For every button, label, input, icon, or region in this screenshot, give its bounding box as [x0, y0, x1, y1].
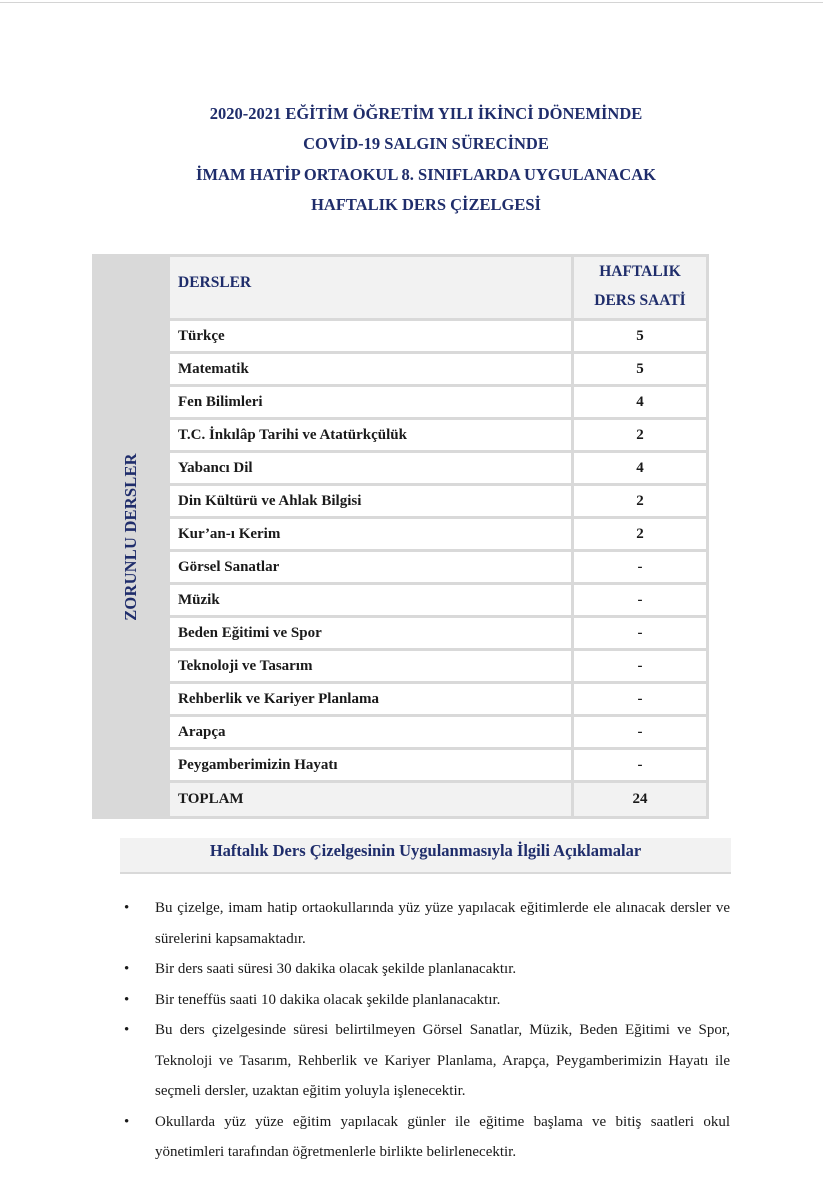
table-row [95, 486, 706, 516]
title-line: 2020-2021 EĞİTİM ÖĞRETİM YILI İKİNCİ DÖNEMİNDE [209, 104, 643, 123]
subject-hours: 4 [574, 387, 706, 417]
subject-hours: - [574, 651, 706, 681]
table-row [95, 354, 706, 384]
subject-name: Müzik [170, 585, 571, 615]
subject-name: T.C. İnkılâp Tarihi ve Atatürkçülük [170, 420, 571, 450]
notes-list [120, 893, 730, 1168]
total-row [95, 783, 706, 816]
subject-hours: 2 [574, 519, 706, 549]
note-text: Bir teneffüs saati 10 dakika olacak şekilde planlanacaktır. [155, 991, 501, 1008]
table-row [95, 552, 706, 582]
total-hours: 24 [574, 783, 706, 816]
table-row [95, 651, 706, 681]
note-item [120, 893, 730, 954]
document-title [0, 99, 823, 220]
weekly-schedule-table [92, 254, 709, 819]
table-row [95, 420, 706, 450]
subject-hours: - [574, 618, 706, 648]
note-text: Bir ders saati süresi 30 dakika olacak şekilde planlanacaktır. [155, 961, 517, 977]
subject-hours: - [574, 684, 706, 714]
subject-hours: 2 [574, 486, 706, 516]
page-top-rule [0, 2, 823, 3]
subject-name: Beden Eğitimi ve Spor [170, 618, 571, 648]
table-row [95, 684, 706, 714]
notes-title: Haftalık Ders Çizelgesinin Uygulanmasıyla İlgili Açıklamalar [209, 841, 642, 860]
title-line: COVİD-19 SALGIN SÜRECİNDE [303, 134, 549, 154]
subject-hours: 5 [574, 321, 706, 351]
subjects-header: DERSLER [170, 257, 571, 318]
table-row [95, 750, 706, 780]
subject-name: Peygamberimizin Hayatı [170, 750, 571, 780]
subject-name: Yabancı Dil [170, 453, 571, 483]
subject-hours: - [574, 552, 706, 582]
category-label: ZORUNLU DERSLER [121, 452, 140, 621]
title-line: İMAM HATİP ORTAOKUL 8. SINIFLARDA UYGULANACAK [196, 164, 656, 184]
category-cell [95, 257, 167, 816]
table-row [95, 453, 706, 483]
subject-name: Rehberlik ve Kariyer Planlama [170, 684, 571, 714]
note-text: Okullarda yüz yüze eğitim yapılacak günler ile eğitime başlama ve bitiş saatleri okul yönetimleri tarafından öğretmenlerle birlikte belirlenecektir. [155, 1113, 730, 1160]
table-row [95, 387, 706, 417]
hours-header-line: DERS SAATİ [594, 292, 686, 309]
subject-name: Görsel Sanatlar [170, 552, 571, 582]
note-item [120, 1015, 730, 1107]
note-item [120, 954, 730, 985]
hours-header-line: HAFTALIK [599, 263, 681, 280]
bullet-icon: • [124, 1113, 130, 1130]
hours-header [574, 257, 706, 318]
subject-name: Matematik [170, 354, 571, 384]
table-row [95, 717, 706, 747]
title-line: HAFTALIK DERS ÇİZELGESİ [311, 194, 541, 214]
notes-heading-bar [120, 838, 731, 874]
bullet-icon: • [124, 900, 130, 916]
table-row [95, 321, 706, 351]
subject-name: Teknoloji ve Tasarım [170, 651, 571, 681]
subject-hours: 2 [574, 420, 706, 450]
bullet-icon: • [124, 991, 130, 1008]
note-item [120, 985, 730, 1016]
note-text: Bu ders çizelgesinde süresi belirtilmeyen Görsel Sanatlar, Müzik, Beden Eğitimi ve Spor, Teknoloji ve Tasarım, Rehberlik ve Kariyer Planlama, Arapça, Peygamberimizin Hayatı ile seçmeli dersler, uzaktan eğitim yoluyla işlenecektir. [155, 1022, 730, 1099]
note-item [120, 1107, 730, 1168]
bullet-icon: • [124, 1022, 130, 1038]
note-text: Bu çizelge, imam hatip ortaokullarında yüz yüze yapılacak eğitimlerde ele alınacak dersler ve sürelerini kapsamaktadır. [155, 900, 730, 947]
total-label: TOPLAM [170, 783, 571, 816]
subject-name: Kur’an-ı Kerim [170, 519, 571, 549]
subject-hours: - [574, 750, 706, 780]
subject-hours: - [574, 717, 706, 747]
bullet-icon: • [124, 961, 130, 977]
table-row [95, 618, 706, 648]
subject-name: Fen Bilimleri [170, 387, 571, 417]
table-header-row [95, 257, 706, 318]
table-row [95, 519, 706, 549]
subject-name: Türkçe [170, 321, 571, 351]
subject-name: Arapça [170, 717, 571, 747]
subject-hours: 4 [574, 453, 706, 483]
subject-hours: - [574, 585, 706, 615]
subject-hours: 5 [574, 354, 706, 384]
table-row [95, 585, 706, 615]
subject-name: Din Kültürü ve Ahlak Bilgisi [170, 486, 571, 516]
